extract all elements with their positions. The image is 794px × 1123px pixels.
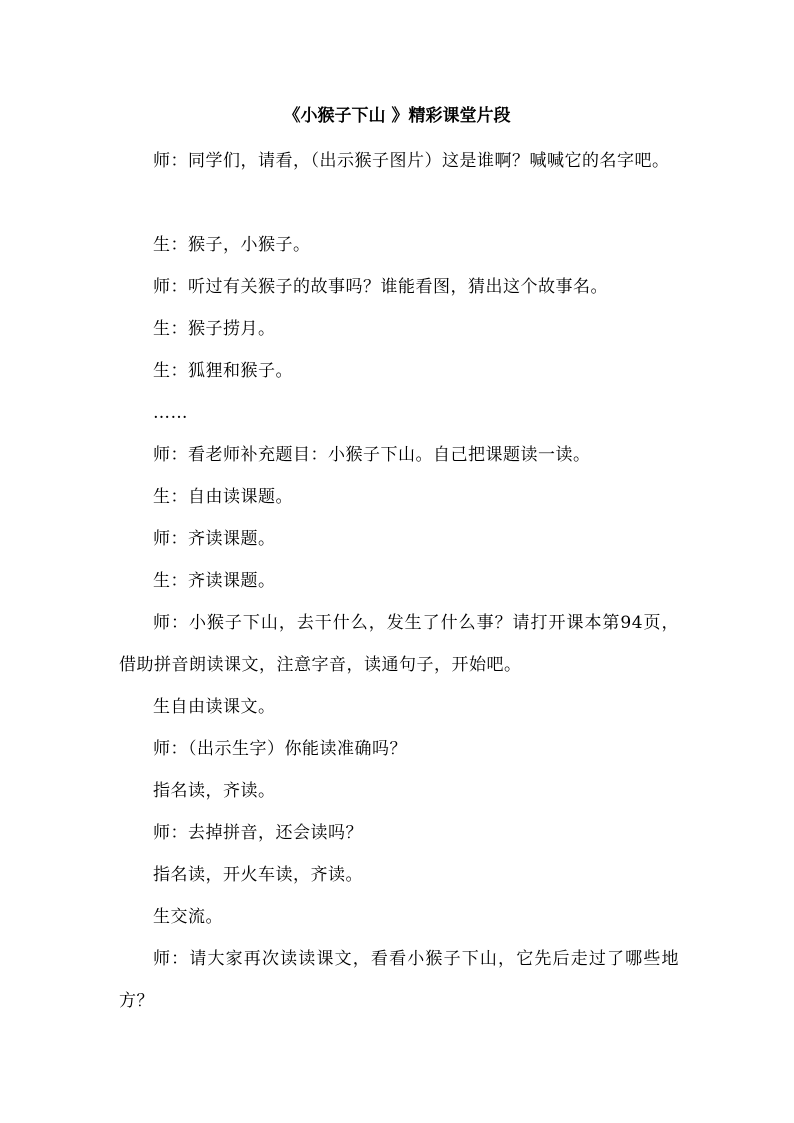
paragraph-16: 指名读，开火车读，齐读。 (153, 865, 363, 885)
document-title: 《小猴子下山 》精彩课堂片段 (283, 106, 511, 126)
paragraph-7: 师：看老师补充题目：小猴子下山。自己把课题读一读。 (153, 445, 591, 465)
paragraph-ellipsis: …… (153, 403, 188, 423)
paragraph-2: 生：猴子，小猴子。 (153, 235, 311, 255)
paragraph-14: 指名读，齐读。 (153, 781, 276, 801)
paragraph-11: 师：小猴子下山，去干什么，发生了什么事？请打开课本第94页，借助拼音朗读课文，注意字音，读通句子，开始吧。 (119, 613, 679, 675)
paragraph-5: 生：狐狸和猴子。 (153, 361, 293, 381)
paragraph-12: 生自由读课文。 (153, 697, 276, 717)
paragraph-8: 生：自由读课题。 (153, 487, 293, 507)
paragraph-1: 师：同学们，请看，（出示猴子图片）这是谁啊？喊喊它的名字吧。 (153, 151, 670, 171)
paragraph-4: 生：猴子捞月。 (153, 319, 276, 339)
paragraph-18: 师：请大家再次读读课文，看看小猴子下山，它先后走过了哪些地方？ (119, 949, 679, 1011)
paragraph-17: 生交流。 (153, 907, 223, 927)
paragraph-3: 师：听过有关猴子的故事吗？谁能看图，猜出这个故事名。 (153, 277, 608, 297)
paragraph-9: 师：齐读课题。 (153, 529, 276, 549)
paragraph-13: 师：（出示生字）你能读准确吗？ (153, 739, 407, 759)
paragraph-10: 生：齐读课题。 (153, 571, 276, 591)
paragraph-15: 师：去掉拼音，还会读吗？ (153, 823, 363, 843)
